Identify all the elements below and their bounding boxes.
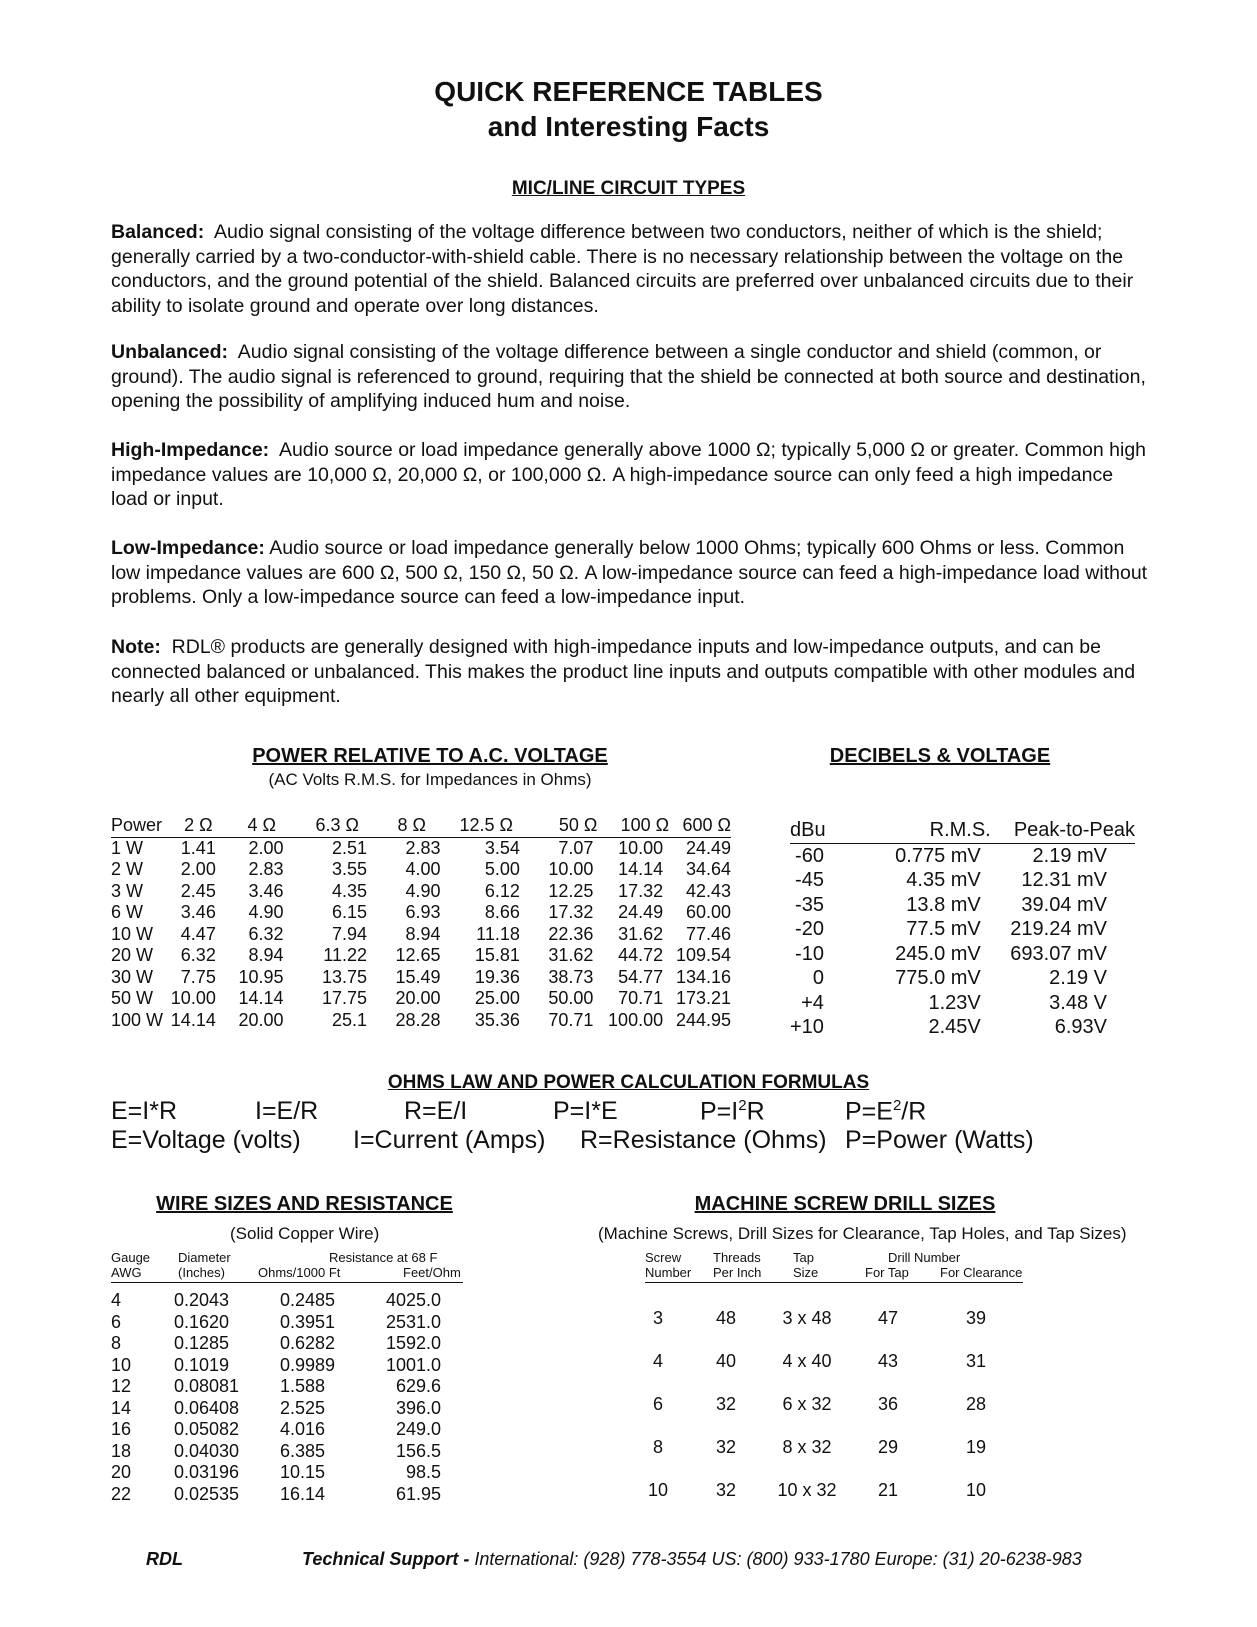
power-cell: 31.62 [548,945,594,965]
wire-header-awg: AWG [111,1265,142,1280]
screw-table-heading: MACHINE SCREW DRILL SIZES [694,1193,996,1215]
paragraph-balanced [111,220,1151,318]
db-cell: 245.0 mV [895,942,981,965]
screw-cell: 32 [715,1480,737,1500]
table-row [638,1469,1016,1512]
db-cell: 0 [812,967,824,989]
db-cell: -20 [795,918,824,940]
power-cell: 50 W [111,988,154,1008]
screw-header-drill-number: Drill Number [888,1250,961,1265]
db-col-header: dBu [790,818,842,843]
screw-header-number: Number [645,1265,692,1280]
power-cell: 20.00 [395,988,441,1008]
power-cell: 7.94 [331,923,367,944]
power-cell: 25.00 [474,988,520,1008]
power-cell: 44.72 [618,945,664,965]
term-label: Note: [111,636,161,658]
page-subtitle: and Interesting Facts [487,111,770,142]
power-cell: 2.00 [248,837,284,858]
db-table [790,818,1135,1040]
power-cell: 15.81 [474,945,520,965]
screw-table-subheading: (Machine Screws, Drill Sizes for Clearance, Tap Holes, and Tap Sizes) [598,1224,1127,1243]
power-cell: 100 W [111,1009,164,1030]
wire-cell: 0.03196 [174,1462,240,1482]
power-cell: 11.18 [476,923,520,944]
wire-cell: 12 [111,1376,132,1396]
db-cell: 0.775 mV [895,844,981,867]
db-col-header: R.M.S. [842,818,991,843]
power-cell: 38.73 [548,966,594,987]
screw-header-screw: Screw [645,1250,682,1265]
wire-cell: 98.5 [405,1462,441,1482]
power-cell: 8.94 [405,923,441,944]
db-cell: 3.48 V [1049,991,1107,1014]
table-row [111,1398,463,1420]
power-cell: 11.22 [323,945,367,965]
formula-exponent: 2 [892,1097,902,1114]
power-cell: 24.49 [685,837,731,858]
wire-cell: 16.14 [280,1483,326,1504]
wire-cell: 0.04030 [174,1440,240,1461]
screw-cell: 39 [965,1308,987,1328]
wire-cell: 8 [111,1333,122,1353]
table-row [111,1484,463,1506]
db-cell: -10 [795,942,824,965]
wire-cell: 629.6 [395,1376,441,1396]
db-cell: 6.93V [1054,1016,1107,1038]
wire-cell: 0.1019 [174,1354,230,1375]
wire-header-resistance: Resistance at 68 F [329,1250,438,1265]
power-col-header: 4 Ω [226,815,298,837]
formula-end: R [746,1097,765,1126]
table-row [790,868,1135,893]
formula-exponent: 2 [738,1097,747,1114]
formula-p-e2r [845,1097,926,1126]
power-cell: 17.75 [321,988,367,1008]
power-cell: 20.00 [238,1009,284,1030]
screw-cell: 32 [715,1394,737,1414]
screw-cell: 40 [715,1351,737,1371]
db-cell: 77.5 mV [906,918,981,940]
power-cell: 134.16 [675,966,731,987]
term-label: Unbalanced: [111,341,229,363]
power-cell: 35.36 [474,1009,520,1030]
screw-cell: 43 [877,1351,899,1371]
table-row [111,1355,463,1377]
wire-cell: 249.0 [395,1419,441,1439]
power-cell: 10.00 [170,988,216,1008]
power-cell: 12.65 [395,945,441,965]
wire-header-inches: (Inches) [178,1265,225,1280]
footer-contacts: International: (928) 778-3554 US: (800) 933-1780 Europe: (31) 20-6238-983 [474,1549,1082,1569]
wire-cell: 2.525 [280,1397,326,1418]
power-cell: 24.49 [618,902,664,922]
db-cell: -45 [795,869,824,891]
screw-cell: 48 [715,1308,737,1328]
wire-cell: 0.9989 [280,1354,336,1375]
table-row [790,843,1135,868]
table-row [790,893,1135,918]
db-cell: 12.31 mV [1021,869,1107,891]
definition-current: I=Current (Amps) [353,1126,546,1154]
paragraph-note [111,635,1151,709]
wire-cell: 0.08081 [174,1376,240,1396]
power-cell: 12.25 [548,880,594,901]
power-cell: 70.71 [548,1009,594,1030]
table-row [790,917,1135,942]
power-cell: 14.14 [618,859,664,879]
power-col-header: 600 Ω [669,815,731,837]
db-cell: 219.24 mV [1010,918,1107,940]
screw-cell: 8 [652,1437,663,1457]
term-label: Balanced: [111,221,205,243]
formula-e: E=I*R [111,1097,178,1125]
power-cell: 244.95 [675,1009,731,1030]
power-cell: 6.32 [180,945,216,965]
wire-cell: 14 [111,1397,132,1418]
power-col-header: 8 Ω [377,815,447,837]
wire-cell: 0.1285 [174,1333,230,1353]
circuit-types-heading: MIC/LINE CIRCUIT TYPES [511,178,746,199]
power-cell: 3 W [111,880,144,901]
power-cell: 6.15 [331,902,367,922]
term-text: RDL® products are generally designed with high-impedance inputs and low-impedance outputs, and can be connected balanced or unbalanced. This makes the product line inputs and outputs compatible with other modules and nearly all other equipment. [111,636,1136,707]
formula-end: /R [901,1097,927,1126]
wire-cell: 10 [111,1354,132,1375]
power-col-header: 12.5 Ω [447,815,526,837]
screw-cell: 36 [877,1394,899,1414]
formula-p-ie: P=I*E [553,1097,618,1125]
wire-cell: 0.06408 [174,1397,240,1418]
db-cell: 2.45V [928,1016,981,1038]
screw-cell: 3 [652,1308,663,1328]
wire-header-gauge: Gauge [111,1250,151,1265]
power-cell: 7.07 [558,837,594,858]
power-cell: 3.46 [180,902,216,922]
table-row [638,1340,1016,1383]
wire-table [111,1290,463,1505]
power-cell: 10.95 [238,966,284,987]
wire-cell: 0.02535 [174,1483,240,1504]
power-col-header: 100 Ω [597,815,669,837]
wire-header-diameter: Diameter [178,1250,231,1265]
wire-cell: 0.2043 [174,1290,230,1310]
table-row [111,1376,463,1398]
power-cell: 10.00 [618,837,664,858]
screw-header-rule [645,1282,1023,1283]
power-cell: 7.75 [180,966,216,987]
wire-cell: 61.95 [395,1483,441,1504]
wire-cell: 156.5 [395,1440,441,1461]
power-col-header: Power [111,815,171,837]
power-cell: 2.51 [331,837,367,858]
power-cell: 6 W [111,902,144,922]
table-row [111,1441,463,1463]
screw-header-threads: Threads [713,1250,761,1265]
table-row [111,967,731,989]
page-title: QUICK REFERENCE TABLES [434,76,823,107]
table-row [638,1297,1016,1340]
table-row [790,1015,1135,1040]
power-cell: 22.36 [548,923,594,944]
term-text: Audio signal consisting of the voltage difference between a single conductor and shield (common, or ground). The audio signal is referenced to ground, requiring that the shield be connected at both source and destination, opening the possibility of amplifying induced hum and noise. [111,341,1146,412]
term-label: Low-Impedance: [111,537,265,559]
power-table-subheading: (AC Volts R.M.S. for Impedances in Ohms) [268,770,592,789]
power-cell: 10 W [111,923,154,944]
screw-cell: 28 [965,1394,987,1414]
wire-cell: 4025.0 [385,1290,441,1310]
term-label: High-Impedance: [111,439,270,461]
power-cell: 50.00 [548,988,594,1008]
screw-header-size: Size [793,1265,819,1280]
screw-header-for-clearance: For Clearance [940,1265,1023,1280]
formula-p-i2r [700,1097,765,1126]
wire-cell: 20 [111,1462,132,1482]
formula-r: R=E/I [404,1097,468,1125]
power-cell: 2.83 [248,859,284,879]
screw-cell: 10 x 32 [777,1480,837,1500]
table-row [111,1290,463,1312]
db-cell: 1.23V [928,991,981,1014]
db-cell: 39.04 mV [1021,893,1107,916]
power-cell: 14.14 [170,1009,216,1030]
screw-cell: 10 [647,1480,669,1500]
power-cell: 54.77 [618,966,664,987]
wire-header-ohms: Ohms/1000 Ft [258,1265,341,1280]
table-row [111,988,731,1010]
screw-cell: 4 x 40 [782,1351,832,1371]
table-row [111,1010,731,1032]
power-cell: 13.75 [321,966,367,987]
power-cell: 6.93 [405,902,441,922]
power-cell: 100.00 [608,1009,664,1030]
power-col-header: 6.3 Ω [298,815,377,837]
power-cell: 5.00 [484,859,520,879]
power-table [111,815,731,1031]
db-cell: 775.0 mV [895,967,981,989]
screw-header-per-inch: Per Inch [713,1265,762,1280]
db-cell: 2.19 V [1049,967,1107,989]
table-row [638,1426,1016,1469]
wire-cell: 1592.0 [385,1333,441,1353]
term-text: Audio signal consisting of the voltage difference between two conductors, neither of which is the shield; generally carried by a two-conductor-with-shield cable. There is no necessary relationship between the voltage on the conductors, and the ground potential of the shield. Balanced circuits are preferred over unbalanced circuits due to their ability to isolate ground and operate over long distances. [111,221,1134,317]
power-cell: 25.1 [331,1009,367,1030]
footer-support [302,1549,1082,1570]
power-cell: 15.49 [395,966,441,987]
wire-cell: 18 [111,1440,132,1461]
power-cell: 4.00 [405,859,441,879]
wire-cell: 2531.0 [385,1311,441,1332]
wire-cell: 1.588 [280,1376,326,1396]
screw-header-tap: Tap [793,1250,814,1265]
power-cell: 6.12 [484,880,520,901]
paragraph-high-impedance [111,438,1151,512]
table-row [111,837,731,859]
power-cell: 2.45 [180,880,216,901]
power-cell: 173.21 [675,988,731,1008]
power-cell: 109.54 [675,945,731,965]
power-cell: 3.55 [331,859,367,879]
screw-cell: 10 [965,1480,987,1500]
table-row [790,966,1135,991]
table-row [790,942,1135,967]
wire-header-rule [111,1282,463,1283]
wire-cell: 396.0 [395,1397,441,1418]
screw-cell: 8 x 32 [782,1437,832,1457]
db-cell: -35 [795,893,824,916]
table-row [111,859,731,881]
screw-cell: 32 [715,1437,737,1457]
wire-table-subheading: (Solid Copper Wire) [230,1224,380,1243]
power-cell: 77.46 [685,923,731,944]
wire-cell: 10.15 [280,1462,326,1482]
table-row [111,1462,463,1484]
term-text: Audio source or load impedance generally below 1000 Ohms; typically 600 Ohms or less. Common low impedance values are 600 Ω, 500 Ω, 150 Ω, 50 Ω. A low-impedance source can feed a high-impedance load without problems. Only a low-impedance source can feed a low-impedance input. [111,537,1148,608]
definition-voltage: E=Voltage (volts) [111,1126,301,1154]
power-table-heading: POWER RELATIVE TO A.C. VOLTAGE [252,745,608,767]
wire-cell: 6 [111,1311,122,1332]
power-cell: 60.00 [685,902,731,922]
formula-i: I=E/R [255,1097,319,1125]
power-cell: 8.94 [248,945,284,965]
screw-cell: 3 x 48 [782,1308,832,1328]
power-cell: 10.00 [548,859,594,879]
db-cell: 4.35 mV [906,869,981,891]
wire-cell: 0.6282 [280,1333,336,1353]
definition-power: P=Power (Watts) [845,1126,1034,1154]
power-cell: 1 W [111,837,144,858]
formula-base: P=E [845,1097,893,1126]
power-cell: 4.90 [248,902,284,922]
wire-cell: 22 [111,1483,132,1504]
screw-cell: 47 [877,1308,899,1328]
power-cell: 4.90 [405,880,441,901]
screw-cell: 4 [652,1351,663,1371]
power-cell: 2.83 [405,837,441,858]
screw-cell: 21 [877,1480,899,1500]
footer-support-label: Technical Support - [302,1549,470,1569]
table-row [111,924,731,946]
screw-cell: 19 [965,1437,987,1457]
db-cell: +4 [801,991,824,1014]
power-cell: 8.66 [484,902,520,922]
power-cell: 70.71 [618,988,664,1008]
wire-cell: 0.1620 [174,1311,230,1332]
paragraph-unbalanced [111,340,1151,414]
table-row [111,1312,463,1334]
wire-cell: 6.385 [280,1440,326,1461]
power-cell: 19.36 [474,966,520,987]
power-cell: 31.62 [618,923,664,944]
power-cell: 20 W [111,945,154,965]
power-cell: 2 W [111,859,144,879]
screw-cell: 31 [965,1351,987,1371]
wire-cell: 4 [111,1290,122,1310]
power-cell: 1.41 [180,837,216,858]
power-cell: 2.00 [180,859,216,879]
power-cell: 28.28 [395,1009,441,1030]
power-cell: 34.64 [685,859,731,879]
formula-base: P=I [700,1097,739,1126]
definition-resistance: R=Resistance (Ohms) [580,1126,827,1154]
wire-cell: 0.2485 [280,1290,336,1310]
screw-cell: 6 [652,1394,663,1414]
power-cell: 3.46 [248,880,284,901]
screw-header-for-tap: For Tap [865,1265,909,1280]
power-col-header: 2 Ω [171,815,226,837]
wire-cell: 16 [111,1419,132,1439]
db-cell: +10 [790,1016,824,1038]
table-row [638,1383,1016,1426]
power-cell: 3.54 [484,837,520,858]
power-cell: 14.14 [238,988,284,1008]
screw-cell: 29 [877,1437,899,1457]
wire-cell: 0.3951 [280,1311,336,1332]
power-cell: 30 W [111,966,154,987]
power-cell: 17.32 [618,880,664,901]
table-row [111,1333,463,1355]
db-col-header: Peak-to-Peak [991,818,1135,843]
table-row [790,991,1135,1016]
wire-table-heading: WIRE SIZES AND RESISTANCE [156,1193,453,1215]
wire-cell: 0.05082 [174,1419,240,1439]
power-col-header: 50 Ω [526,815,597,837]
db-cell: -60 [795,844,824,867]
term-text: Audio source or load impedance generally above 1000 Ω; typically 5,000 Ω or greater. Common high impedance values are 10,000 Ω, 20,000 Ω, or 100,000 Ω. A high-impedance source can only feed a high impedance load or input. [111,439,1147,510]
table-row [111,902,731,924]
power-cell: 6.32 [248,923,284,944]
power-cell: 42.43 [685,880,731,901]
db-cell: 13.8 mV [906,893,981,916]
screw-cell: 6 x 32 [782,1394,832,1414]
wire-cell: 1001.0 [385,1354,441,1375]
power-cell: 4.47 [180,923,216,944]
formulas-heading: OHMS LAW AND POWER CALCULATION FORMULAS [387,1072,870,1093]
table-row [111,881,731,903]
footer-brand: RDL [146,1549,183,1569]
table-row [111,1419,463,1441]
paragraph-low-impedance [111,536,1151,610]
wire-header-feet: Feet/Ohm [403,1265,461,1280]
db-cell: 2.19 mV [1032,844,1107,867]
screw-table [638,1297,1016,1512]
db-table-heading: DECIBELS & VOLTAGE [829,745,1051,767]
power-cell: 17.32 [548,902,594,922]
wire-cell: 4.016 [280,1419,326,1439]
db-cell: 693.07 mV [1010,942,1107,965]
power-cell: 4.35 [331,880,367,901]
table-row [111,945,731,967]
